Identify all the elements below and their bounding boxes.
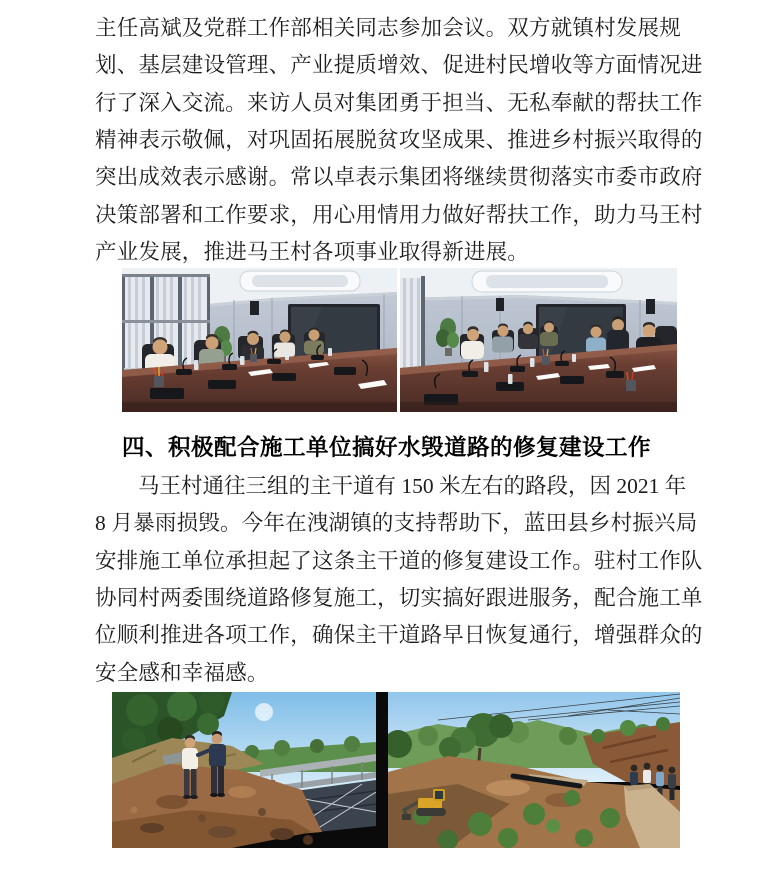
text-line: 安排施工单位承担起了这条主干道的修复建设工作。驻村工作队 bbox=[95, 548, 703, 573]
meeting-photo-left bbox=[122, 268, 397, 412]
wall-speaker bbox=[496, 298, 504, 311]
road-photo-right bbox=[388, 692, 680, 848]
text-line: 8 月暴雨损毁。今年在洩湖镇的支持帮助下，蓝田县乡村振兴局 bbox=[95, 511, 698, 536]
text-line: 位顺利推进各项工作，确保主干道路早日恢复通行，增强群众的 bbox=[95, 623, 703, 648]
text-line: 划、基层建设管理、产业提质增效、促进村民增收等方面情况进 bbox=[95, 53, 703, 78]
text-line: 产业发展，推进马王村各项事业取得新进展。 bbox=[95, 240, 530, 265]
text-line: 行了深入交流。来访人员对集团勇于担当、无私奉献的帮扶工作 bbox=[95, 90, 703, 115]
sun-glare bbox=[255, 703, 273, 721]
wall-speaker bbox=[646, 299, 655, 314]
text-line: 决策部署和工作要求，用心用情用力做好帮扶工作，助力马王村 bbox=[95, 202, 703, 227]
wall-speaker bbox=[250, 301, 259, 315]
meeting-photos-row bbox=[122, 268, 677, 412]
road-photo-left bbox=[112, 692, 376, 848]
text-line: 突出成效表示感谢。常以卓表示集团将继续贯彻落实市委市政府 bbox=[95, 165, 703, 190]
text-line: 精神表示敬佩，对巩固拓展脱贫攻坚成果、推进乡村振兴取得的 bbox=[95, 128, 703, 153]
meeting-photo-right bbox=[400, 268, 677, 412]
text-line: 安全感和幸福感。 bbox=[95, 660, 269, 685]
text-line: 协同村两委围绕道路修复施工，切实搞好跟进服务，配合施工单 bbox=[95, 586, 703, 611]
text-line: 马王村通往三组的主干道有 150 米左右的路段，因 2021 年 bbox=[138, 474, 687, 498]
text-line: 主任高斌及党群工作部相关同志参加会议。双方就镇村发展规 bbox=[95, 16, 681, 40]
paragraph-meeting-summary bbox=[95, 10, 703, 271]
section-heading: 四、积极配合施工单位搞好水毁道路的修复建设工作 bbox=[121, 435, 651, 460]
paragraph-road-repair bbox=[95, 468, 703, 692]
road-photos-row bbox=[112, 692, 680, 848]
window-blinds bbox=[400, 276, 425, 372]
